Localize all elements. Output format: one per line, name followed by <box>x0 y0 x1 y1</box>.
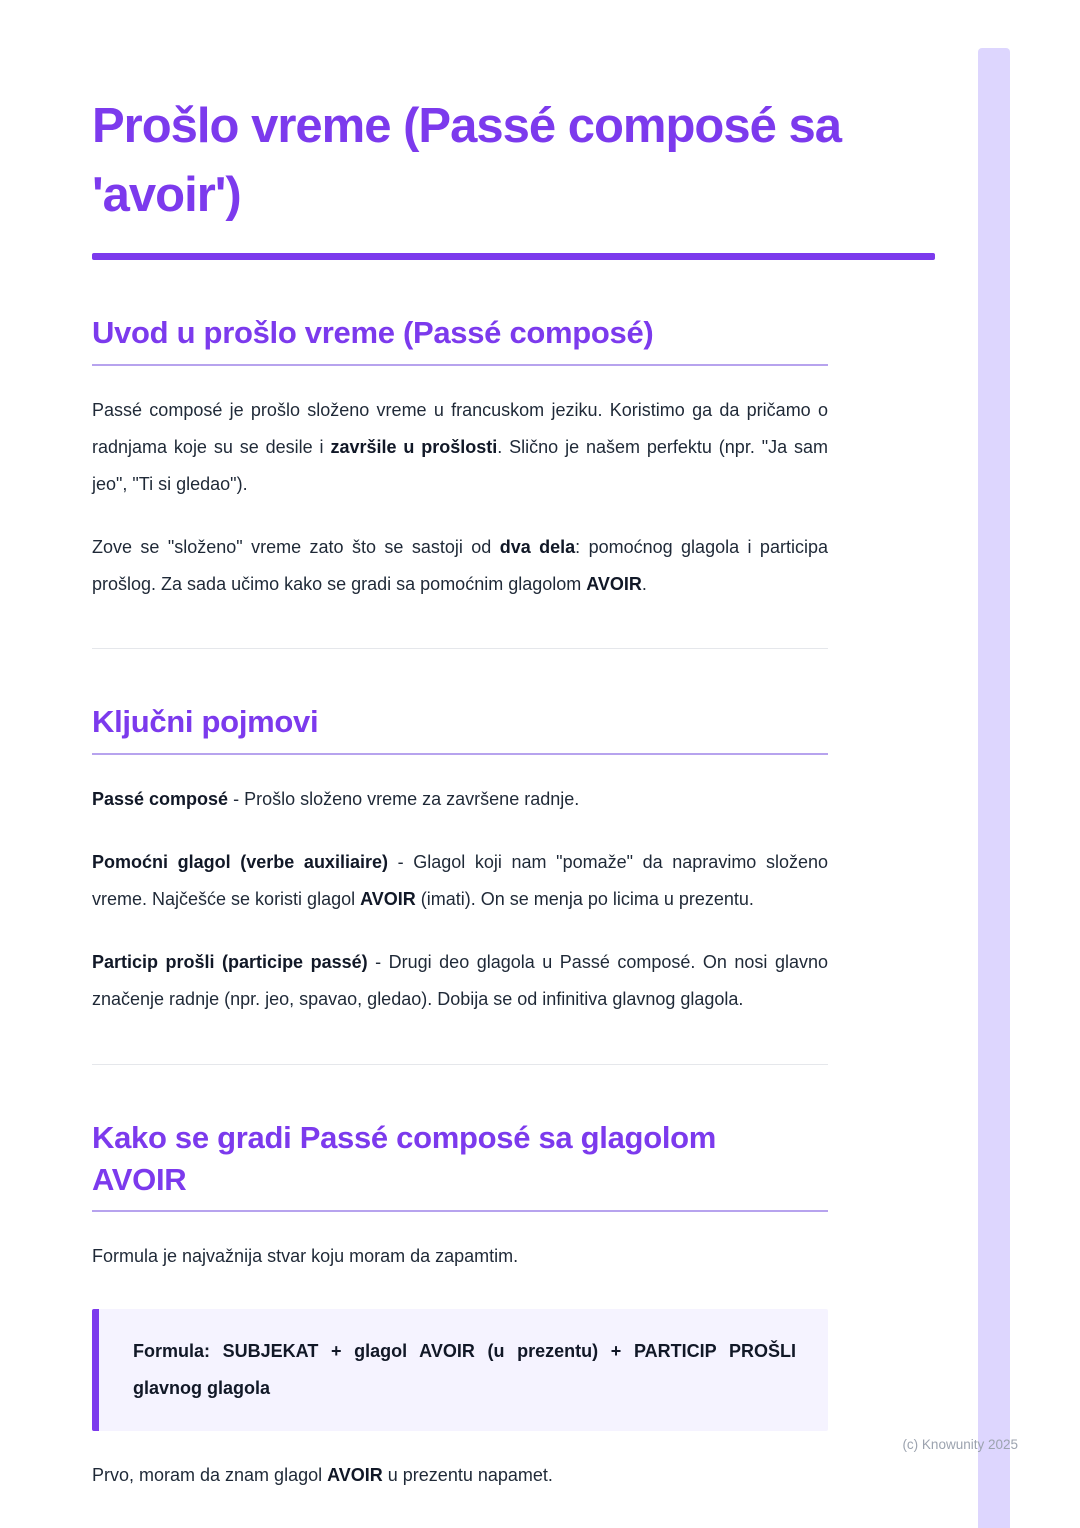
paragraph: Formula je najvažnija stvar koju moram da zapamtim. <box>92 1246 519 1267</box>
callout-accent-bar <box>92 1309 99 1431</box>
section-kako-se-gradi <box>92 1117 828 1494</box>
paragraph: Particip prošli (participe passé) - Drugi deo glagola u Passé composé. On nosi glavno značenje radnje (npr. jeo, spavao, gledao). Dobija se od infinitiva glavnog glagola. <box>92 952 828 1009</box>
section-kljucni-pojmovi <box>92 701 828 1017</box>
section-heading-kako-se-gradi: Kako se gradi Passé composé sa glagolom AVOIR <box>92 1119 717 1197</box>
document-page <box>92 0 935 1494</box>
paragraph: Prvo, moram da znam glagol AVOIR u prezentu napamet. <box>92 1465 553 1486</box>
section-heading-kljucni-pojmovi: Ključni pojmovi <box>92 704 319 740</box>
section-underline <box>92 1210 828 1212</box>
callout-text: Formula: SUBJEKAT + glagol AVOIR (u prezentu) + PARTICIP PROŠLI glavnog glagola <box>99 1309 828 1431</box>
section-divider <box>92 648 828 649</box>
section-underline <box>92 364 828 366</box>
section-underline <box>92 753 828 755</box>
paragraph: Passé composé - Prošlo složeno vreme za završene radnje. <box>92 789 580 810</box>
paragraph: Pomoćni glagol (verbe auxiliaire) - Glagol koji nam "pomaže" da napravimo složeno vreme. Najčešće se koristi glagol AVOIR (imati). On se menja po licima u prezentu. <box>92 852 828 910</box>
title-rule <box>92 253 935 260</box>
footer-credit: (c) Knowunity 2025 <box>902 1437 1018 1452</box>
paragraph: Zove se "složeno" vreme zato što se sastoji od dva dela: pomoćnog glagola i participa prošlog. Za sada učimo kako se gradi sa pomoćnim glagolom AVOIR. <box>92 536 828 594</box>
section-heading-uvod: Uvod u prošlo vreme (Passé composé) <box>92 315 654 351</box>
decorative-side-strip <box>978 48 1010 1528</box>
formula-callout <box>92 1309 828 1431</box>
section-uvod <box>92 312 828 602</box>
paragraph: Passé composé je prošlo složeno vreme u francuskom jeziku. Koristimo ga da pričamo o radnjama koje su se desile i završile u prošlosti. Slično je našem perfektu (npr. "Ja sam jeo", "Ti si gledao"). <box>92 400 828 494</box>
page-title: Prošlo vreme (Passé composé sa 'avoir') <box>92 99 841 222</box>
section-divider <box>92 1064 828 1065</box>
